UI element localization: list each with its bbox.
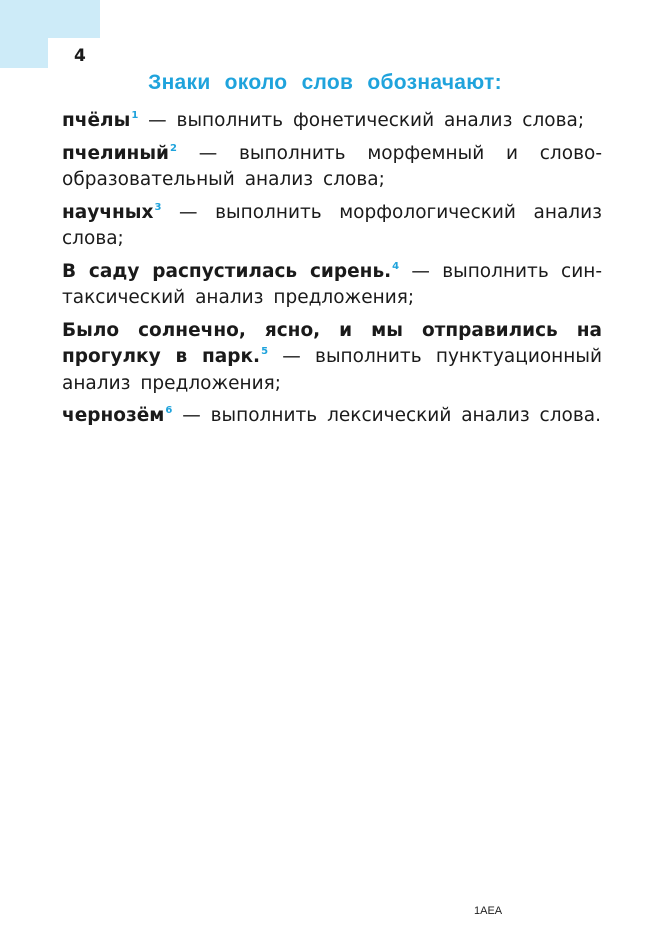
- page-number: 4: [74, 46, 86, 66]
- example-word: пчёлы: [62, 110, 131, 131]
- legend-item-lexical: [62, 403, 602, 430]
- legend-item-morphemic: [62, 141, 602, 194]
- instruction-text: — выполнить синтаксический анализ предложения;: [62, 260, 602, 308]
- mark-number: 5: [261, 346, 269, 357]
- example-sentence: Было солнечно, ясно, и мы отправились на прогулку в парк.: [62, 319, 602, 367]
- legend-item-morphological: [62, 200, 602, 253]
- instruction-text: — выполнить пунктуационный анализ предложения;: [62, 346, 602, 394]
- mark-number: 3: [154, 201, 162, 213]
- instruction-text: — выполнить фонетический анализ слова;: [138, 110, 585, 131]
- legend-item-syntactic: [62, 259, 602, 312]
- instruction-text: — выполнить лексический анализ слова.: [172, 405, 601, 426]
- instruction-text: — выполнить морфологический анализ слова;: [62, 201, 602, 249]
- corner-decoration-top: [0, 0, 100, 38]
- mark-number: 6: [165, 405, 173, 416]
- mark-number: 1: [131, 110, 139, 121]
- example-sentence: В саду распустилась сирень.: [62, 260, 392, 282]
- legend-item-punctuation: [62, 318, 602, 398]
- example-word: пчелиный: [62, 142, 170, 164]
- footer-code: 1AEA: [474, 905, 503, 917]
- example-word: научных: [62, 201, 154, 223]
- mark-number: 4: [392, 260, 400, 272]
- section-title: Знаки около слов обозначают:: [148, 71, 502, 94]
- corner-decoration-left: [0, 38, 48, 68]
- legend-item-phonetic: [62, 108, 602, 135]
- legend-list: [62, 108, 602, 436]
- instruction-text: — выполнить морфемный и словообразовательный анализ слова;: [62, 142, 602, 190]
- mark-number: 2: [170, 142, 177, 154]
- example-word: чернозём: [62, 405, 165, 426]
